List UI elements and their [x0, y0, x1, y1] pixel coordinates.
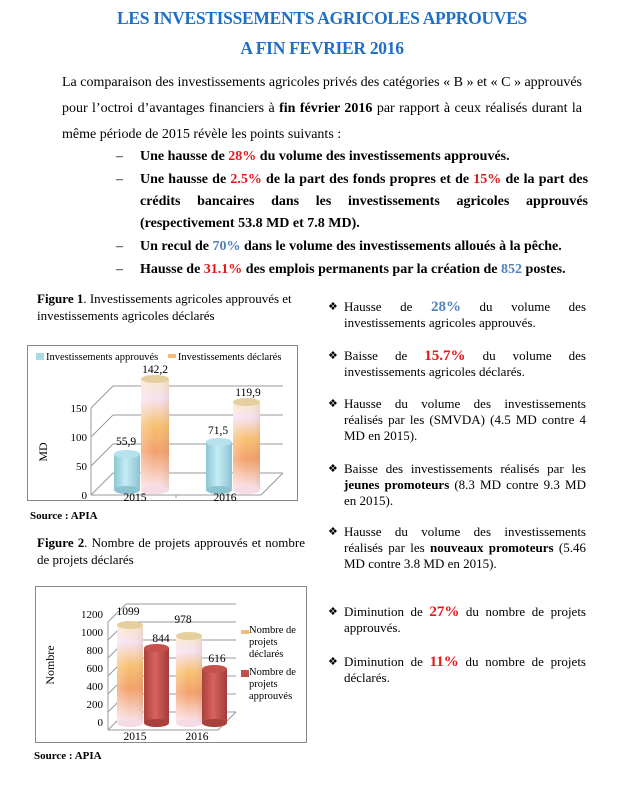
point-text: Baisse des investissements réalisés par les — [344, 461, 586, 476]
highlights-list — [116, 146, 588, 282]
svg-text:0: 0 — [81, 490, 87, 502]
figure2-source: Source : APIA — [34, 750, 102, 762]
bar-2015-declares — [141, 375, 169, 494]
highlight-text: du volume des investissements approuvés. — [256, 149, 510, 164]
point-item — [328, 604, 586, 636]
legend-label: Nombre de — [249, 667, 296, 678]
highlight-text: Une hausse de — [140, 149, 229, 164]
highlight-text: Un recul de — [140, 239, 213, 254]
bar-2015-approuves — [114, 450, 140, 494]
svg-text:50: 50 — [76, 461, 87, 473]
highlight-text: de la part des fonds propres et de — [261, 172, 474, 187]
dash-bullet: – — [116, 172, 123, 187]
point-text: du nombre de projets déclarés. — [344, 654, 586, 685]
legend-label: Nombre de — [249, 625, 296, 636]
point-item — [328, 299, 586, 331]
point-text: (8.3 MD contre 9.3 MD en 2015). — [344, 477, 586, 508]
point-value: 28% — [430, 299, 461, 315]
intro-paragraph — [62, 70, 582, 148]
point-text: Hausse du volume des investissements réalisés par les (SMVDA) (4.5 MD contre 4 MD en 2015). — [344, 396, 586, 443]
figure2-caption-text: . Nombre de projets approuvés et nombre de projets déclarés — [37, 535, 305, 567]
point-text: Diminution de — [344, 654, 430, 669]
point-item — [328, 524, 586, 572]
legend-label: projets — [249, 637, 278, 648]
diamond-bullet-icon: ❖ — [328, 463, 338, 475]
svg-text:1000: 1000 — [81, 627, 103, 639]
figure1-label: Figure 1 — [37, 291, 84, 306]
highlight-value: 15% — [473, 172, 502, 187]
intro-text-2: par rapport à ceux réalisés durant la même période de 2015 révèle les points suivants : — [62, 101, 582, 142]
highlight-value: 28% — [228, 149, 257, 164]
figure2-label: Figure 2 — [37, 535, 85, 550]
svg-text:844: 844 — [152, 633, 170, 645]
point-text: Hausse du volume des investissements réalisés par les — [344, 524, 586, 555]
highlight-value: 70% — [212, 239, 241, 254]
intro-text-1: La comparaison des investissements agricoles privés des catégories « B » et « C » approuvés pour l’octroi d’avantages financiers à — [62, 75, 582, 116]
legend-label: projets — [249, 679, 278, 690]
dash-bullet: – — [116, 149, 123, 164]
figure1-caption-text: . Investissements agricoles approuvés et investissements agricoles déclarés — [37, 291, 292, 323]
highlight-text: Hausse de — [140, 262, 204, 277]
highlight-value: 31.1% — [203, 262, 243, 277]
chart1-plot — [28, 346, 299, 502]
svg-text:2015: 2015 — [123, 731, 147, 743]
svg-text:2016: 2016 — [185, 731, 209, 743]
diamond-bullet-icon: ❖ — [328, 301, 338, 313]
legend-item-declares — [241, 625, 307, 661]
point-item — [328, 461, 586, 509]
highlight-item — [116, 236, 588, 258]
bar-2016-declares — [233, 398, 260, 494]
point-text: du nombre de projets approuvés. — [344, 604, 586, 635]
point-bold: nouveaux promoteurs — [430, 540, 554, 555]
bar-2016-approuves — [202, 665, 227, 727]
highlight-text: postes. — [522, 262, 566, 277]
highlight-text: des emplois permanents par la création de — [242, 262, 502, 277]
legend-swatch — [241, 670, 249, 677]
dash-bullet: – — [116, 262, 123, 277]
figure1-source: Source : APIA — [30, 510, 98, 522]
highlight-item — [116, 259, 588, 281]
bar-2015-approuves — [144, 644, 169, 727]
page-subtitle: A FIN FEVRIER 2016 — [240, 38, 404, 58]
svg-text:616: 616 — [208, 653, 226, 665]
diamond-bullet-icon: ❖ — [328, 656, 338, 668]
chart-investissements — [27, 345, 298, 501]
svg-text:150: 150 — [70, 403, 87, 415]
svg-text:55,9: 55,9 — [115, 436, 137, 448]
chart-projets — [35, 586, 307, 743]
svg-text:400: 400 — [86, 681, 103, 693]
highlight-text: de la part des crédits bancaires dans les investissements agricoles approuvés (respectivement 53.8 MD et 7.8 MD). — [140, 172, 589, 231]
legend-label: Investissements déclarés — [177, 352, 282, 363]
svg-text:71,5: 71,5 — [207, 425, 229, 437]
point-text: (5.46 MD contre 3.8 MD en 2015). — [344, 540, 586, 571]
legend-swatch — [241, 630, 249, 634]
point-text: du volume des investissements agricoles approuvés. — [344, 299, 586, 330]
legend-label: déclarés — [249, 649, 284, 660]
point-text: du volume des investissements agricoles déclarés. — [344, 348, 586, 379]
svg-text:142,2: 142,2 — [142, 364, 168, 376]
diamond-bullet-icon: ❖ — [328, 606, 338, 618]
bar-2015-declares — [117, 621, 143, 727]
chart2-ylabel: Nombre — [43, 645, 57, 685]
chart1-xaxis — [124, 492, 237, 502]
svg-text:119,9: 119,9 — [235, 387, 261, 399]
point-value: 15.7% — [424, 348, 466, 364]
svg-text:0: 0 — [97, 717, 103, 729]
svg-text:800: 800 — [86, 645, 103, 657]
point-text: Diminution de — [344, 604, 430, 619]
legend-label: Investissements approuvés — [46, 352, 159, 363]
point-item — [328, 654, 586, 686]
legend-label: approuvés — [249, 691, 293, 702]
point-value: 11% — [429, 654, 459, 670]
svg-text:2016: 2016 — [213, 492, 237, 502]
chart2-legend — [241, 625, 307, 709]
figure1-caption — [37, 290, 305, 324]
legend-item-approuves — [241, 667, 307, 703]
highlight-item — [116, 146, 588, 168]
diamond-bullet-icon: ❖ — [328, 398, 338, 410]
highlight-value: 852 — [501, 262, 523, 277]
intro-bold-date: fin février 2016 — [279, 101, 373, 116]
highlight-text: dans le volume des investissements alloués à la pêche. — [240, 239, 562, 254]
highlight-value: 2.5% — [230, 172, 262, 187]
point-bold: jeunes promoteurs — [344, 477, 450, 492]
diamond-bullet-icon: ❖ — [328, 350, 338, 362]
chart2-xaxis — [124, 731, 209, 743]
bar-2016-declares — [176, 632, 202, 727]
chart1-yaxis — [71, 403, 88, 502]
chart1-ylabel: MD — [36, 442, 50, 462]
point-item — [328, 348, 586, 380]
svg-text:1099: 1099 — [116, 606, 140, 618]
svg-text:2015: 2015 — [123, 492, 147, 502]
page-title: LES INVESTISSEMENTS AGRICOLES APPROUVES — [117, 8, 527, 28]
point-text: Hausse de — [344, 299, 431, 314]
diamond-bullet-icon: ❖ — [328, 526, 338, 538]
svg-text:200: 200 — [86, 699, 103, 711]
svg-text:978: 978 — [174, 614, 192, 626]
svg-text:1200: 1200 — [81, 609, 103, 621]
svg-text:100: 100 — [70, 432, 87, 444]
svg-text:600: 600 — [86, 663, 103, 675]
figure2-caption — [37, 534, 305, 568]
highlight-item — [116, 169, 588, 235]
point-text: Baisse de — [344, 348, 425, 363]
dash-bullet: – — [116, 239, 123, 254]
chart2-yaxis — [81, 609, 104, 729]
point-value: 27% — [429, 604, 460, 620]
highlight-text: Une hausse de — [140, 172, 231, 187]
point-item — [328, 396, 586, 444]
bar-2016-approuves — [206, 438, 232, 494]
